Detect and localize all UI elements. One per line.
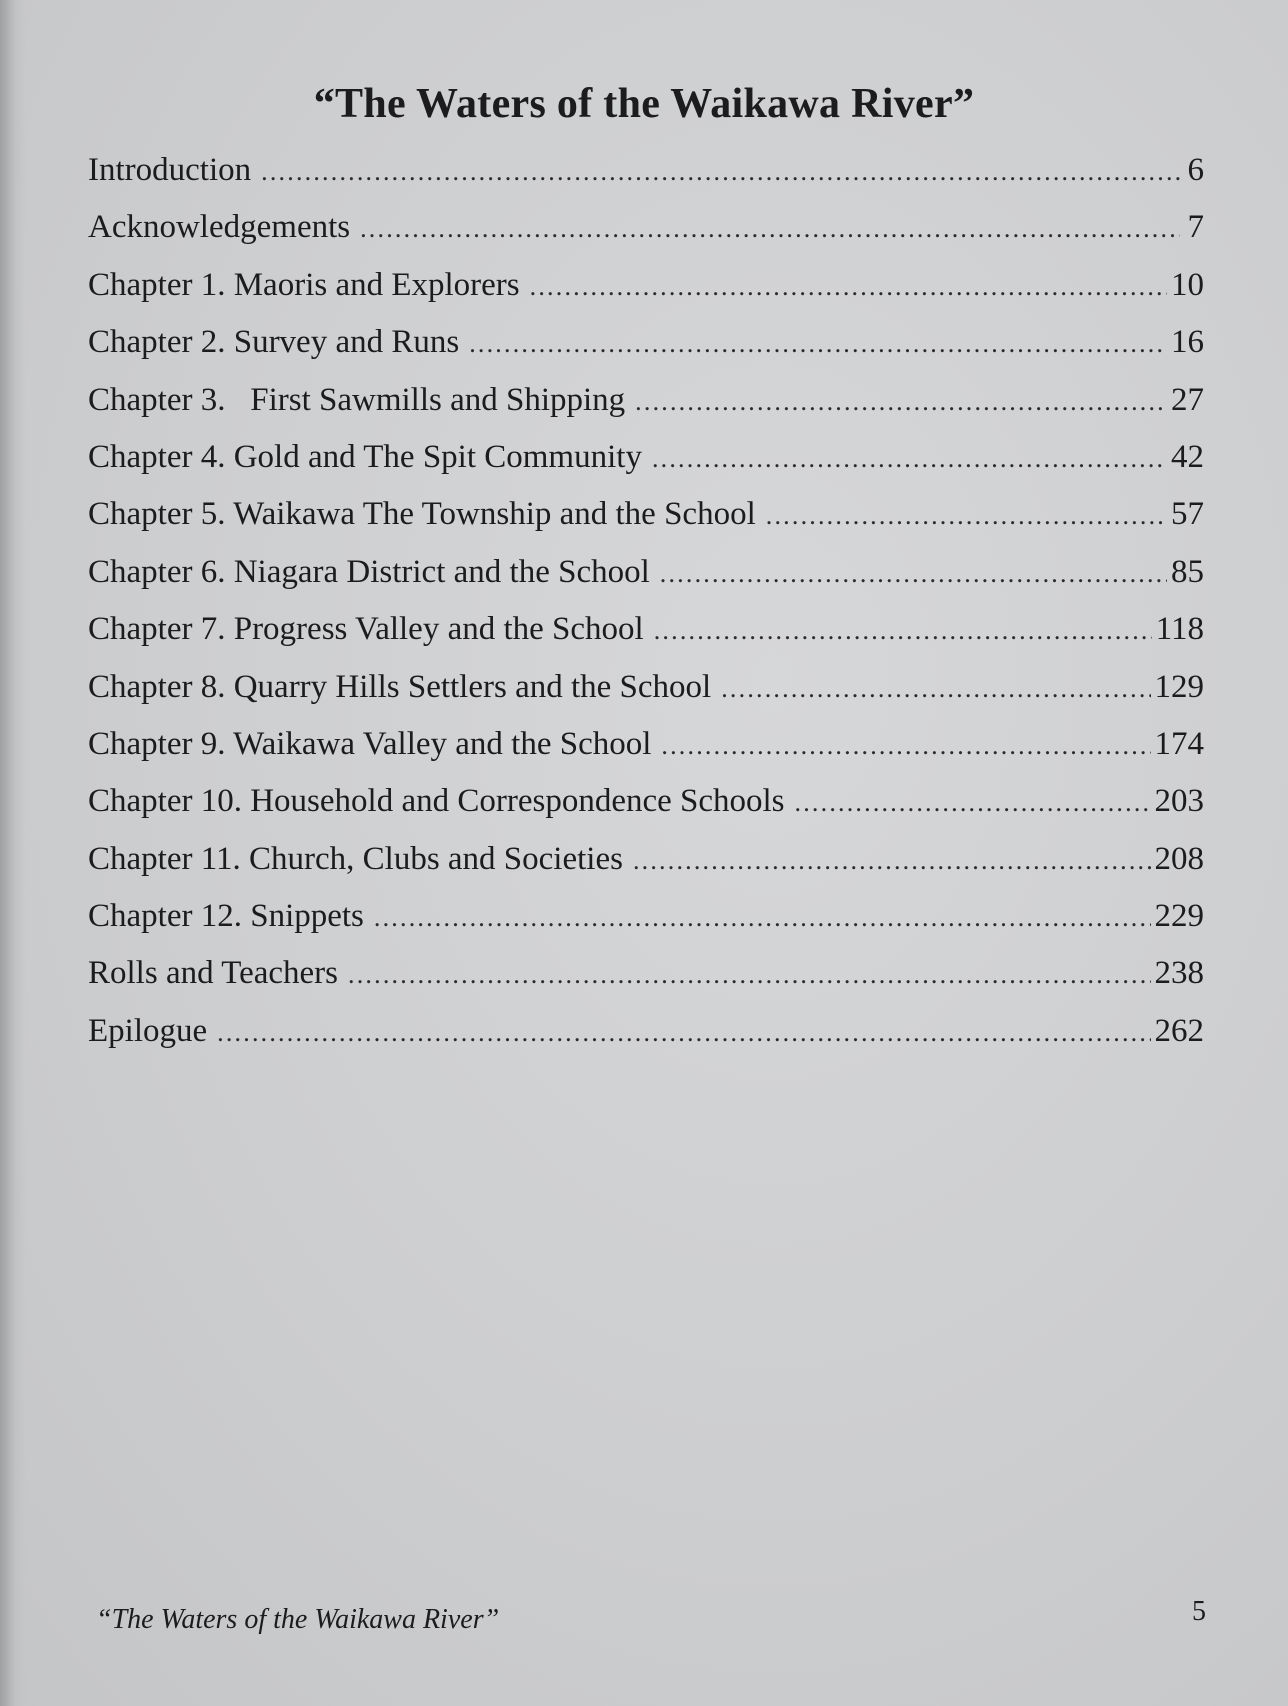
dot-leader — [721, 669, 1150, 709]
toc-entry-chapter-1 — [88, 265, 1204, 322]
table-of-contents — [88, 150, 1204, 1068]
toc-entry-epilogue — [88, 1011, 1204, 1068]
toc-entry-introduction — [88, 150, 1204, 207]
toc-entry-chapter-7 — [88, 609, 1204, 666]
toc-entry-page: 16 — [1171, 324, 1204, 361]
toc-entry-label: Chapter 8. Quarry Hills Settlers and the School — [88, 668, 712, 705]
toc-entry-page: 238 — [1154, 955, 1204, 992]
toc-entry-chapter-8 — [88, 667, 1204, 724]
toc-entry-chapter-9 — [88, 724, 1204, 781]
toc-entry-page: 6 — [1187, 152, 1204, 188]
dot-leader — [795, 783, 1151, 823]
toc-entry-chapter-12 — [88, 896, 1204, 953]
page-edge-shadow — [0, 0, 26, 1706]
toc-entry-page: 262 — [1154, 1012, 1204, 1049]
page-number: 5 — [1192, 1596, 1206, 1627]
toc-entry-label: Chapter 7. Progress Valley and the School — [88, 611, 644, 648]
toc-entry-label: Chapter 11. Church, Clubs and Societies — [88, 840, 623, 877]
dot-leader — [766, 496, 1167, 536]
toc-entry-chapter-11 — [88, 839, 1204, 896]
toc-entry-chapter-6 — [88, 552, 1204, 609]
toc-entry-label: Chapter 4. Gold and The Spit Community — [88, 438, 642, 475]
toc-entry-label: Acknowledgements — [88, 209, 351, 246]
dot-leader — [652, 439, 1167, 479]
dot-leader — [530, 267, 1167, 307]
toc-entry-page: 174 — [1154, 725, 1204, 762]
toc-entry-label: Chapter 6. Niagara District and the School — [88, 553, 650, 590]
toc-entry-label: Chapter 12. Snippets — [88, 898, 364, 935]
toc-entry-page: 42 — [1171, 438, 1204, 475]
toc-entry-label: Introduction — [88, 152, 252, 188]
toc-entry-page: 27 — [1171, 381, 1204, 418]
toc-entry-page: 118 — [1155, 611, 1204, 648]
toc-entry-page: 208 — [1154, 840, 1204, 877]
dot-leader — [374, 898, 1151, 938]
toc-entry-chapter-5 — [88, 494, 1204, 551]
toc-entry-rolls-and-teachers — [88, 953, 1204, 1010]
toc-entry-label: Chapter 10. Household and Correspondence Schools — [88, 783, 785, 820]
dot-leader — [635, 382, 1167, 422]
toc-entry-page: 10 — [1171, 266, 1204, 303]
dot-leader — [654, 611, 1152, 651]
toc-entry-page: 85 — [1171, 553, 1204, 590]
dot-leader — [348, 955, 1150, 995]
dot-leader — [469, 324, 1167, 364]
toc-entry-chapter-2 — [88, 322, 1204, 379]
toc-entry-acknowledgements — [88, 207, 1204, 264]
running-footer-title: “The Waters of the Waikawa River” — [96, 1604, 500, 1635]
toc-entry-label: Chapter 9. Waikawa Valley and the School — [88, 725, 652, 762]
toc-entry-chapter-10 — [88, 781, 1204, 838]
toc-entry-label: Rolls and Teachers — [88, 955, 339, 992]
toc-entry-label: Chapter 3. First Sawmills and Shipping — [88, 381, 626, 418]
dot-leader — [217, 1013, 1150, 1053]
toc-entry-page: 129 — [1154, 668, 1204, 705]
toc-entry-chapter-3 — [88, 380, 1204, 437]
toc-entry-label: Chapter 1. Maoris and Explorers — [88, 266, 520, 303]
dot-leader — [261, 152, 1180, 192]
dot-leader — [633, 841, 1151, 881]
toc-entry-page: 203 — [1154, 783, 1204, 820]
dot-leader — [661, 726, 1150, 766]
toc-entry-label: Chapter 2. Survey and Runs — [88, 324, 460, 361]
toc-entry-page: 57 — [1171, 496, 1204, 533]
toc-entry-page: 7 — [1187, 209, 1204, 246]
toc-entry-page: 229 — [1154, 898, 1204, 935]
page-title: “The Waters of the Waikawa River” — [313, 81, 975, 128]
toc-entry-label: Chapter 5. Waikawa The Township and the School — [88, 496, 756, 533]
toc-entry-chapter-4 — [88, 437, 1204, 494]
toc-entry-label: Epilogue — [88, 1012, 208, 1049]
dot-leader — [660, 554, 1167, 594]
dot-leader — [360, 209, 1180, 249]
